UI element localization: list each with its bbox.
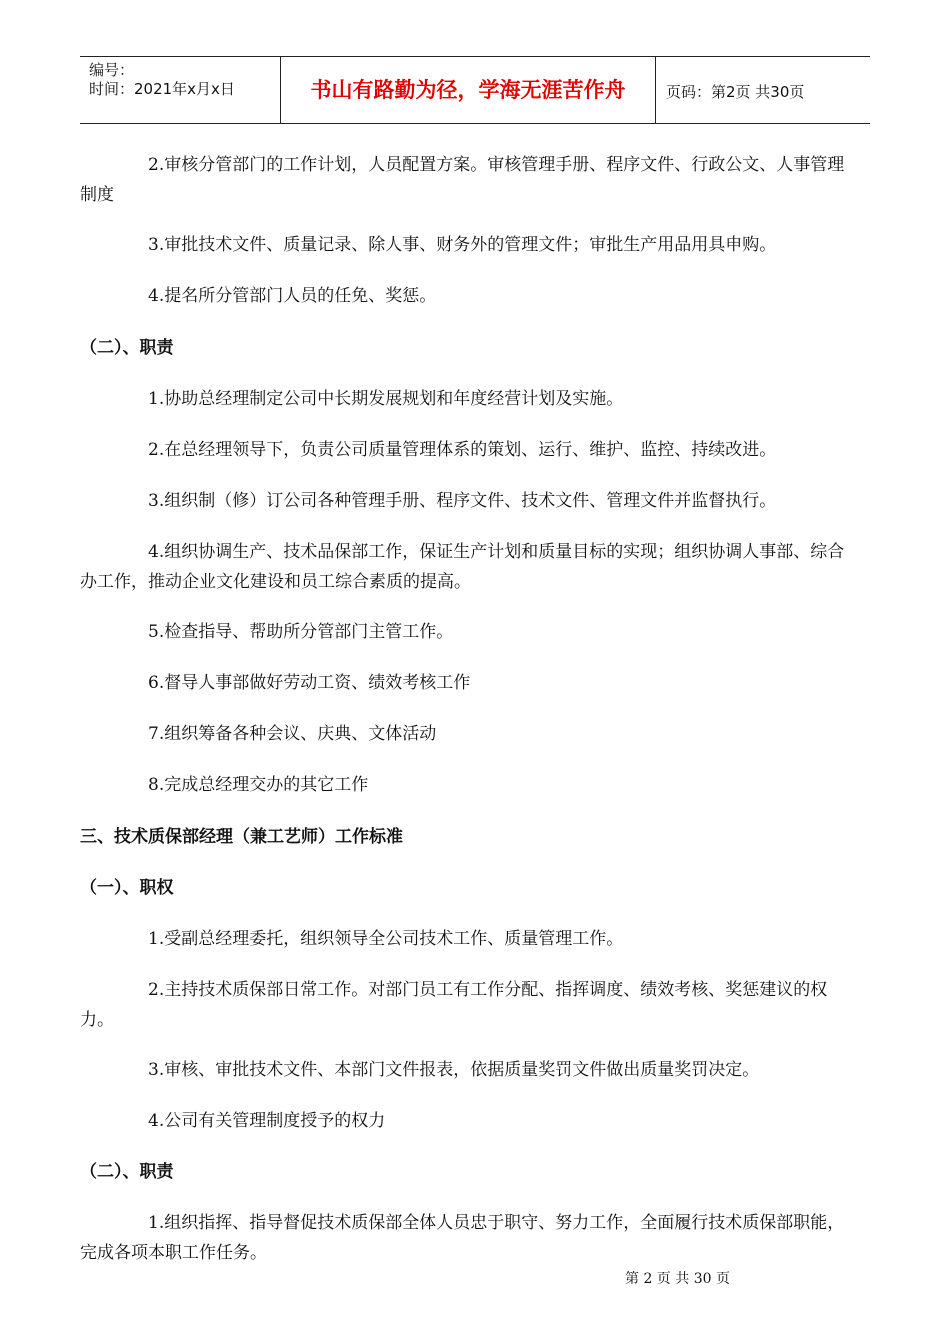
paragraph: 3.组织制（修）订公司各种管理手册、程序文件、技术文件、管理文件并监督执行。 <box>148 491 777 511</box>
paragraph: 2.在总经理领导下，负责公司质量管理体系的策划、运行、维护、监控、持续改进。 <box>148 440 777 460</box>
paragraph: 1.组织指挥、指导督促技术质保部全体人员忠于职守、努力工作，全面履行技术质保部职能，完成各项本职工作任务。 <box>80 1213 845 1263</box>
paragraph: 3.审核、审批技术文件、本部门文件报表，依据质量奖罚文件做出质量奖罚决定。 <box>148 1060 760 1080</box>
paragraph: 1.受副总经理委托，组织领导全公司技术工作、质量管理工作。 <box>148 929 624 949</box>
paragraph: 2.主持技术质保部日常工作。对部门员工有工作分配、指挥调度、绩效考核、奖惩建议的权力。 <box>80 980 828 1030</box>
document-number-label: 编号： <box>89 61 135 79</box>
paragraph: 5.检查指导、帮助所分管部门主管工作。 <box>148 622 454 642</box>
section-heading: （二）、职责 <box>80 338 174 358</box>
page-footer: 第 2 页 共 30 页 <box>625 1271 730 1287</box>
paragraph: 6.督导人事部做好劳动工资、绩效考核工作 <box>148 673 471 693</box>
section-heading: （一）、职权 <box>80 878 174 898</box>
paragraph: 3.审批技术文件、质量记录、除人事、财务外的管理文件；审批生产用品用具申购。 <box>148 235 777 255</box>
paragraph: 4.组织协调生产、技术品保部工作，保证生产计划和质量目标的实现；组织协调人事部、综合办工作，推动企业文化建设和员工综合素质的提高。 <box>80 542 845 592</box>
header-page-info: 页码：第2页 共30页 <box>666 83 805 101</box>
header-meta <box>80 57 281 123</box>
page-header <box>80 56 870 124</box>
paragraph: 7.组织筹备各种会议、庆典、文体活动 <box>148 724 437 744</box>
paragraph: 2.审核分管部门的工作计划，人员配置方案。审核管理手册、程序文件、行政公文、人事管理制度 <box>80 155 845 205</box>
header-motto: 书山有路勤为径，学海无涯苦作舟 <box>281 57 656 123</box>
section-heading: （二）、职责 <box>80 1162 174 1182</box>
document-date-label: 时间：2021年x月x日 <box>89 80 235 98</box>
section-heading: 三、技术质保部经理（兼工艺师）工作标准 <box>80 827 403 847</box>
paragraph: 4.公司有关管理制度授予的权力 <box>148 1111 386 1131</box>
paragraph: 4.提名所分管部门人员的任免、奖惩。 <box>148 286 437 306</box>
paragraph: 8.完成总经理交办的其它工作 <box>148 775 369 795</box>
paragraph: 1.协助总经理制定公司中长期发展规划和年度经营计划及实施。 <box>148 389 624 409</box>
